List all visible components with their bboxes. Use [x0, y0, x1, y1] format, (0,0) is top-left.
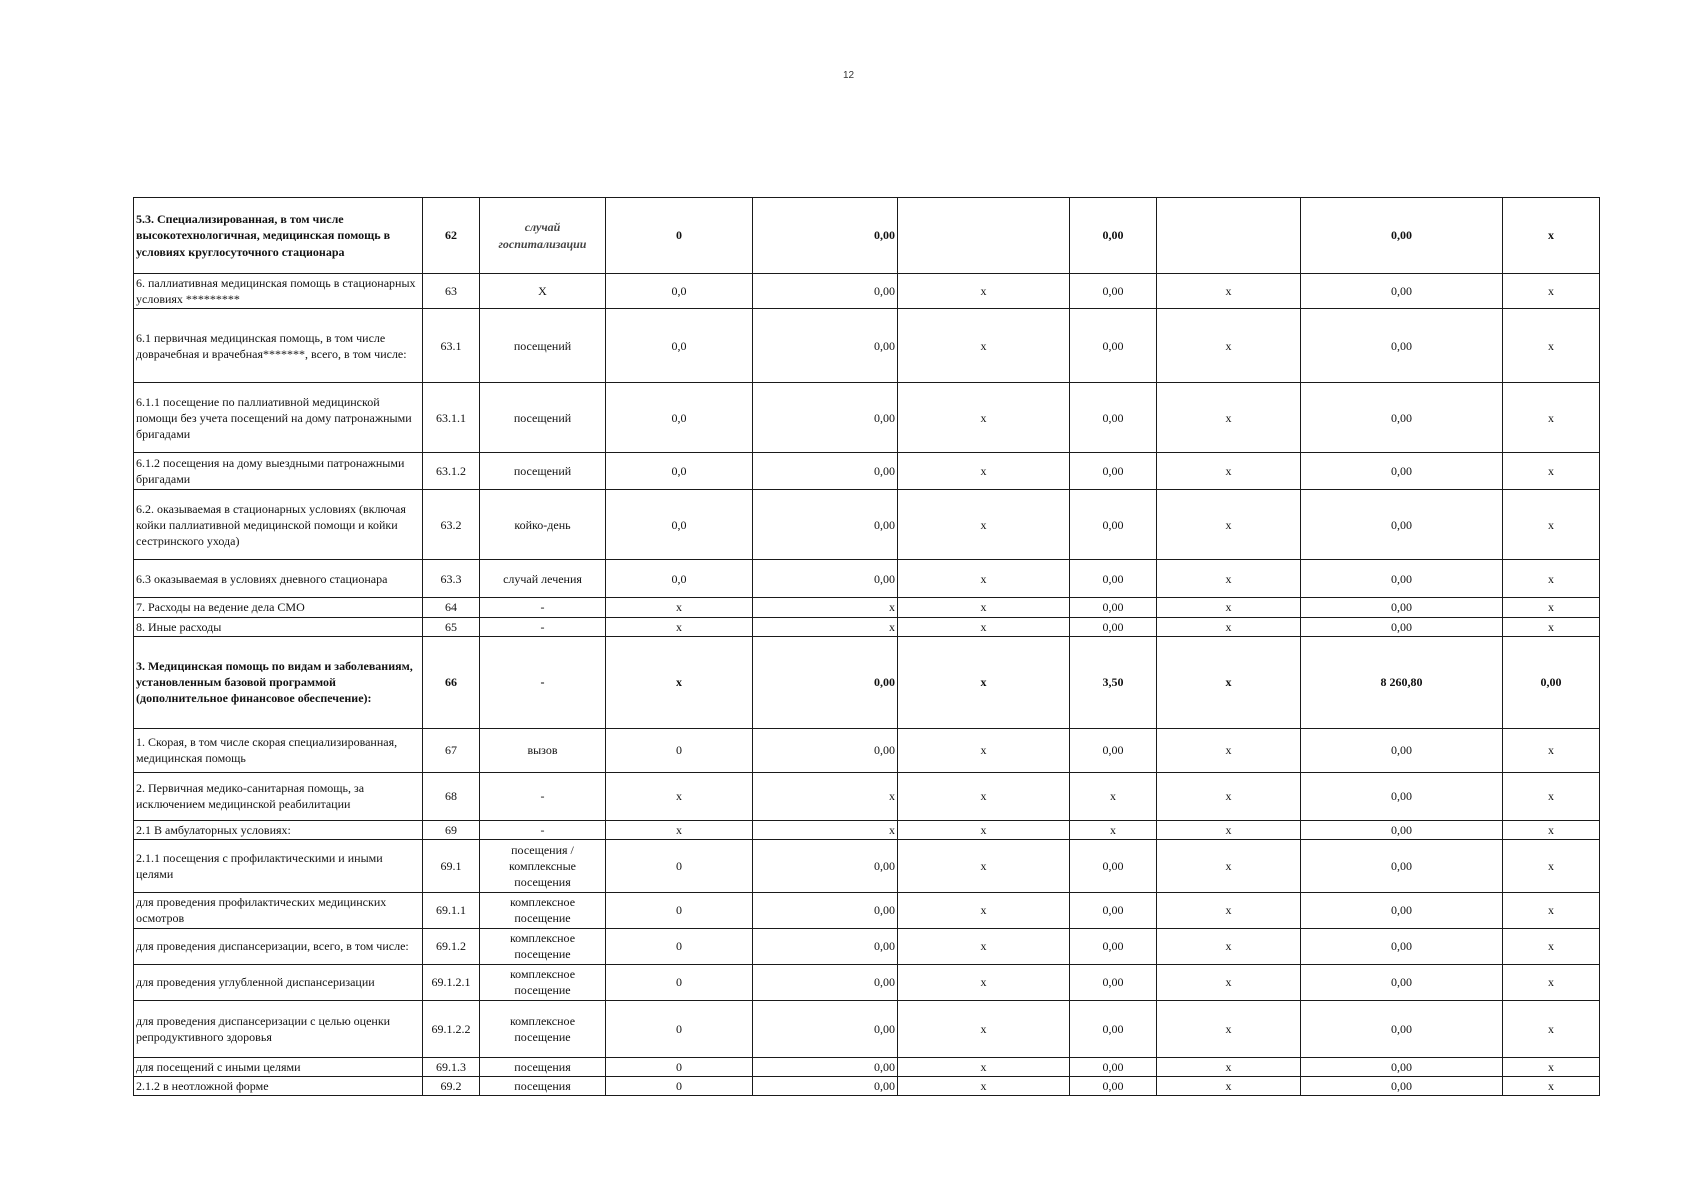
- col9-cell: 0,00: [1301, 772, 1503, 820]
- row-code-cell: 69.2: [423, 1077, 480, 1096]
- col4-cell: 0: [606, 1000, 753, 1057]
- col5-cell: 0,00: [753, 839, 898, 892]
- col5-cell: x: [753, 772, 898, 820]
- col7-cell: 0,00: [1070, 928, 1157, 964]
- col4-cell: x: [606, 772, 753, 820]
- col9-cell: 0,00: [1301, 617, 1503, 636]
- table-row: [134, 274, 1600, 309]
- col9-cell: 0,00: [1301, 453, 1503, 490]
- row-code-cell: 69.1.2.1: [423, 964, 480, 1000]
- col7-cell: 0,00: [1070, 1077, 1157, 1096]
- col9-cell: 0,00: [1301, 598, 1503, 617]
- col10-cell: x: [1503, 964, 1600, 1000]
- table-row: [134, 198, 1600, 274]
- col5-cell: 0,00: [753, 964, 898, 1000]
- col6-cell: x: [898, 1000, 1070, 1057]
- col6-cell: x: [898, 560, 1070, 598]
- col8-cell: x: [1157, 928, 1301, 964]
- col10-cell: x: [1503, 490, 1600, 560]
- col8-cell: x: [1157, 1077, 1301, 1096]
- col6-cell: x: [898, 820, 1070, 839]
- col5-cell: 0,00: [753, 1057, 898, 1076]
- col7-cell: 0,00: [1070, 617, 1157, 636]
- row-code-cell: 65: [423, 617, 480, 636]
- col8-cell: x: [1157, 728, 1301, 772]
- row-name-cell: 6.1 первичная медицинская помощь, в том числе доврачебная и врачебная*******, всего, в том числе:: [134, 309, 423, 383]
- col4-cell: 0: [606, 728, 753, 772]
- col10-cell: x: [1503, 198, 1600, 274]
- col7-cell: 0,00: [1070, 490, 1157, 560]
- col10-cell: x: [1503, 928, 1600, 964]
- table-row: [134, 772, 1600, 820]
- table-row: [134, 1057, 1600, 1076]
- col10-cell: x: [1503, 820, 1600, 839]
- col4-cell: x: [606, 820, 753, 839]
- col7-cell: 0,00: [1070, 892, 1157, 928]
- col5-cell: 0,00: [753, 309, 898, 383]
- row-name-cell: 6. паллиативная медицинская помощь в стационарных условиях *********: [134, 274, 423, 309]
- col10-cell: x: [1503, 560, 1600, 598]
- col4-cell: x: [606, 617, 753, 636]
- col5-cell: 0,00: [753, 728, 898, 772]
- col6-cell: x: [898, 383, 1070, 453]
- row-unit-cell: X: [480, 274, 606, 309]
- col8-cell: x: [1157, 490, 1301, 560]
- col9-cell: 0,00: [1301, 728, 1503, 772]
- table-row: [134, 636, 1600, 728]
- col5-cell: 0,00: [753, 636, 898, 728]
- col5-cell: x: [753, 598, 898, 617]
- col10-cell: x: [1503, 598, 1600, 617]
- col9-cell: 0,00: [1301, 892, 1503, 928]
- row-name-cell: 2.1.1 посещения с профилактическими и иными целями: [134, 839, 423, 892]
- col10-cell: x: [1503, 728, 1600, 772]
- col7-cell: 0,00: [1070, 274, 1157, 309]
- col6-cell: x: [898, 964, 1070, 1000]
- table-row: [134, 453, 1600, 490]
- row-name-cell: 5.3. Специализированная, в том числе высокотехнологичная, медицинская помощь в условиях круглосуточного стационара: [134, 198, 423, 274]
- col8-cell: x: [1157, 839, 1301, 892]
- row-unit-cell: комплексное посещение: [480, 928, 606, 964]
- col10-cell: x: [1503, 274, 1600, 309]
- row-code-cell: 63.1: [423, 309, 480, 383]
- col4-cell: 0: [606, 892, 753, 928]
- table-body: [134, 198, 1600, 1096]
- row-name-cell: 1. Скорая, в том числе скорая специализированная, медицинская помощь: [134, 728, 423, 772]
- row-code-cell: 69.1.2.2: [423, 1000, 480, 1057]
- col9-cell: 0,00: [1301, 1077, 1503, 1096]
- table-row: [134, 1000, 1600, 1057]
- col8-cell: x: [1157, 964, 1301, 1000]
- col9-cell: 0,00: [1301, 928, 1503, 964]
- col4-cell: 0,0: [606, 560, 753, 598]
- col5-cell: 0,00: [753, 1077, 898, 1096]
- row-name-cell: 3. Медицинская помощь по видам и заболеваниям, установленным базовой программой (дополнительное финансовое обеспечение):: [134, 636, 423, 728]
- col9-cell: 8 260,80: [1301, 636, 1503, 728]
- col7-cell: 0,00: [1070, 383, 1157, 453]
- col6-cell: x: [898, 928, 1070, 964]
- col4-cell: 0: [606, 1077, 753, 1096]
- col10-cell: x: [1503, 453, 1600, 490]
- table-row: [134, 1077, 1600, 1096]
- col8-cell: x: [1157, 1057, 1301, 1076]
- col7-cell: x: [1070, 772, 1157, 820]
- row-code-cell: 63.2: [423, 490, 480, 560]
- col7-cell: 0,00: [1070, 598, 1157, 617]
- row-unit-cell: посещений: [480, 453, 606, 490]
- row-name-cell: для проведения диспансеризации, всего, в том числе:: [134, 928, 423, 964]
- col5-cell: x: [753, 820, 898, 839]
- col7-cell: 0,00: [1070, 560, 1157, 598]
- col6-cell: x: [898, 490, 1070, 560]
- row-code-cell: 63.1.2: [423, 453, 480, 490]
- col5-cell: 0,00: [753, 383, 898, 453]
- table-row: [134, 728, 1600, 772]
- row-unit-cell: посещения: [480, 1057, 606, 1076]
- col10-cell: x: [1503, 892, 1600, 928]
- col6-cell: x: [898, 636, 1070, 728]
- col10-cell: 0,00: [1503, 636, 1600, 728]
- col8-cell: x: [1157, 560, 1301, 598]
- col4-cell: 0: [606, 928, 753, 964]
- row-code-cell: 63.1.1: [423, 383, 480, 453]
- col9-cell: 0,00: [1301, 198, 1503, 274]
- row-unit-cell: -: [480, 820, 606, 839]
- col6-cell: x: [898, 1057, 1070, 1076]
- row-name-cell: 7. Расходы на ведение дела СМО: [134, 598, 423, 617]
- col7-cell: 0,00: [1070, 198, 1157, 274]
- col8-cell: x: [1157, 617, 1301, 636]
- col9-cell: 0,00: [1301, 560, 1503, 598]
- col4-cell: x: [606, 636, 753, 728]
- col9-cell: 0,00: [1301, 274, 1503, 309]
- row-unit-cell: -: [480, 772, 606, 820]
- row-code-cell: 69.1.1: [423, 892, 480, 928]
- col6-cell: x: [898, 892, 1070, 928]
- table-row: [134, 598, 1600, 617]
- table-row: [134, 309, 1600, 383]
- col4-cell: 0: [606, 1057, 753, 1076]
- col6-cell: x: [898, 453, 1070, 490]
- row-code-cell: 66: [423, 636, 480, 728]
- row-name-cell: 2.1.2 в неотложной форме: [134, 1077, 423, 1096]
- page-number: 12: [842, 70, 855, 81]
- col5-cell: 0,00: [753, 928, 898, 964]
- table-row: [134, 964, 1600, 1000]
- col10-cell: x: [1503, 1000, 1600, 1057]
- col4-cell: 0,0: [606, 453, 753, 490]
- col8-cell: x: [1157, 1000, 1301, 1057]
- row-name-cell: для проведения профилактических медицинских осмотров: [134, 892, 423, 928]
- col10-cell: x: [1503, 839, 1600, 892]
- row-name-cell: 6.1.1 посещение по паллиативной медицинской помощи без учета посещений на дому патронажными бригадами: [134, 383, 423, 453]
- col7-cell: 0,00: [1070, 453, 1157, 490]
- col6-cell: x: [898, 309, 1070, 383]
- col6-cell: [898, 198, 1070, 274]
- col9-cell: 0,00: [1301, 309, 1503, 383]
- col6-cell: x: [898, 598, 1070, 617]
- col4-cell: 0: [606, 964, 753, 1000]
- row-name-cell: для проведения углубленной диспансеризации: [134, 964, 423, 1000]
- col5-cell: 0,00: [753, 274, 898, 309]
- row-code-cell: 69.1.3: [423, 1057, 480, 1076]
- row-name-cell: 2. Первичная медико-санитарная помощь, за исключением медицинской реабилитации: [134, 772, 423, 820]
- row-name-cell: для посещений с иными целями: [134, 1057, 423, 1076]
- col9-cell: 0,00: [1301, 839, 1503, 892]
- col5-cell: x: [753, 617, 898, 636]
- col7-cell: 0,00: [1070, 728, 1157, 772]
- row-unit-cell: случай лечения: [480, 560, 606, 598]
- col8-cell: x: [1157, 274, 1301, 309]
- col8-cell: x: [1157, 820, 1301, 839]
- row-unit-cell: посещений: [480, 309, 606, 383]
- col4-cell: 0: [606, 198, 753, 274]
- row-unit-cell: -: [480, 636, 606, 728]
- row-code-cell: 63.3: [423, 560, 480, 598]
- row-code-cell: 69: [423, 820, 480, 839]
- col5-cell: 0,00: [753, 490, 898, 560]
- col5-cell: 0,00: [753, 1000, 898, 1057]
- col7-cell: x: [1070, 820, 1157, 839]
- table-row: [134, 820, 1600, 839]
- col5-cell: 0,00: [753, 453, 898, 490]
- col5-cell: 0,00: [753, 560, 898, 598]
- col10-cell: x: [1503, 1057, 1600, 1076]
- col4-cell: 0,0: [606, 490, 753, 560]
- row-name-cell: для проведения диспансеризации с целью оценки репродуктивного здоровья: [134, 1000, 423, 1057]
- col4-cell: 0,0: [606, 309, 753, 383]
- col9-cell: 0,00: [1301, 1000, 1503, 1057]
- col10-cell: x: [1503, 772, 1600, 820]
- col8-cell: x: [1157, 636, 1301, 728]
- col10-cell: x: [1503, 383, 1600, 453]
- row-unit-cell: посещения / комплексные посещения: [480, 839, 606, 892]
- col4-cell: 0: [606, 839, 753, 892]
- col8-cell: x: [1157, 383, 1301, 453]
- col9-cell: 0,00: [1301, 490, 1503, 560]
- row-name-cell: 6.1.2 посещения на дому выездными патронажными бригадами: [134, 453, 423, 490]
- row-unit-cell: комплексное посещение: [480, 1000, 606, 1057]
- col8-cell: x: [1157, 598, 1301, 617]
- row-unit-cell: случай госпитализации: [480, 198, 606, 274]
- row-name-cell: 6.3 оказываемая в условиях дневного стационара: [134, 560, 423, 598]
- col6-cell: x: [898, 772, 1070, 820]
- col6-cell: x: [898, 274, 1070, 309]
- row-unit-cell: посещений: [480, 383, 606, 453]
- row-name-cell: 2.1 В амбулаторных условиях:: [134, 820, 423, 839]
- row-unit-cell: комплексное посещение: [480, 964, 606, 1000]
- row-code-cell: 64: [423, 598, 480, 617]
- col6-cell: x: [898, 617, 1070, 636]
- col10-cell: x: [1503, 617, 1600, 636]
- col6-cell: x: [898, 1077, 1070, 1096]
- table-row: [134, 839, 1600, 892]
- col8-cell: x: [1157, 772, 1301, 820]
- row-code-cell: 63: [423, 274, 480, 309]
- row-code-cell: 68: [423, 772, 480, 820]
- row-code-cell: 69.1: [423, 839, 480, 892]
- col7-cell: 0,00: [1070, 1000, 1157, 1057]
- col9-cell: 0,00: [1301, 383, 1503, 453]
- table-row: [134, 490, 1600, 560]
- col8-cell: x: [1157, 309, 1301, 383]
- col7-cell: 3,50: [1070, 636, 1157, 728]
- col9-cell: 0,00: [1301, 820, 1503, 839]
- table-row: [134, 928, 1600, 964]
- col10-cell: x: [1503, 1077, 1600, 1096]
- col7-cell: 0,00: [1070, 1057, 1157, 1076]
- col7-cell: 0,00: [1070, 309, 1157, 383]
- col9-cell: 0,00: [1301, 964, 1503, 1000]
- col7-cell: 0,00: [1070, 964, 1157, 1000]
- table-row: [134, 892, 1600, 928]
- row-code-cell: 67: [423, 728, 480, 772]
- col10-cell: x: [1503, 309, 1600, 383]
- row-unit-cell: койко-день: [480, 490, 606, 560]
- table-row: [134, 560, 1600, 598]
- financing-table: [133, 197, 1600, 1096]
- col6-cell: x: [898, 839, 1070, 892]
- col4-cell: x: [606, 598, 753, 617]
- row-unit-cell: -: [480, 598, 606, 617]
- col4-cell: 0,0: [606, 383, 753, 453]
- col8-cell: x: [1157, 453, 1301, 490]
- col9-cell: 0,00: [1301, 1057, 1503, 1076]
- row-unit-cell: вызов: [480, 728, 606, 772]
- table-row: [134, 617, 1600, 636]
- col5-cell: 0,00: [753, 892, 898, 928]
- col5-cell: 0,00: [753, 198, 898, 274]
- table-row: [134, 383, 1600, 453]
- col8-cell: x: [1157, 892, 1301, 928]
- col4-cell: 0,0: [606, 274, 753, 309]
- row-unit-cell: комплексное посещение: [480, 892, 606, 928]
- col6-cell: x: [898, 728, 1070, 772]
- row-code-cell: 69.1.2: [423, 928, 480, 964]
- col7-cell: 0,00: [1070, 839, 1157, 892]
- row-unit-cell: -: [480, 617, 606, 636]
- row-code-cell: 62: [423, 198, 480, 274]
- row-name-cell: 8. Иные расходы: [134, 617, 423, 636]
- row-name-cell: 6.2. оказываемая в стационарных условиях (включая койки паллиативной медицинской помощи и койки сестринского ухода): [134, 490, 423, 560]
- row-unit-cell: посещения: [480, 1077, 606, 1096]
- col8-cell: [1157, 198, 1301, 274]
